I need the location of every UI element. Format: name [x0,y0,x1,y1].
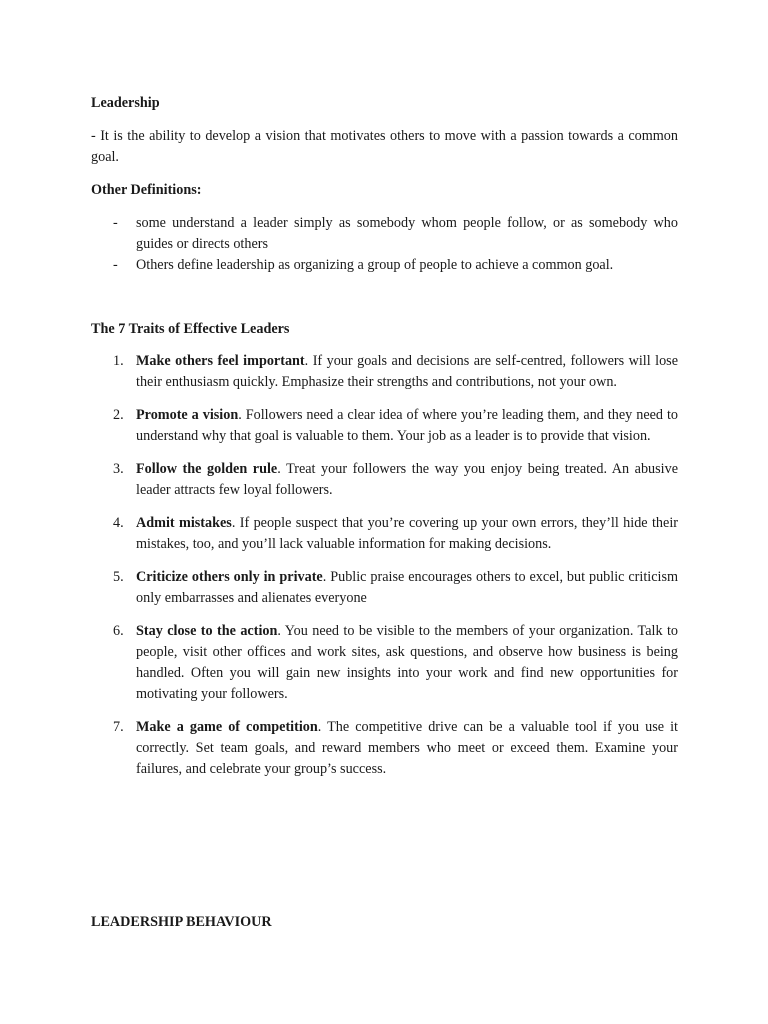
other-definitions-heading: Other Definitions: [91,182,202,198]
trait-item [91,717,678,779]
trait-text: . The competitive drive can be a valuable tool if you use it correctly. Set team goals, and reward members who meet or exceed them. Examine your failures, and celebrate your group’s success. [136,719,678,777]
other-definitions-list [91,213,678,275]
trait-number: 7. [113,719,124,736]
trait-text: . Public praise encourages others to excel, but public criticism only embarrasses and alienates everyone [136,569,679,607]
leadership-definition: - It is the ability to develop a vision that motivates others to move with a passion towards a common goal. [91,128,678,165]
trait-title: Make a game of competition [136,719,318,736]
trait-number: 3. [113,461,124,478]
trait-title: Make others feel important [136,353,305,369]
trait-item [91,459,678,501]
list-item-text: Others define leadership as organizing a group of people to achieve a common goal. [136,256,614,273]
trait-text: . You need to be visible to the members of your organization. Talk to people, visit other offices and work sites, ask questions, and observe how business is being handled. Often you will gain new insights into your work and find new opportunities for motivating your followers. [136,623,678,702]
dash-bullet: - [113,215,118,231]
trait-number: 1. [113,353,124,369]
trait-item [91,405,678,447]
trait-item [91,513,678,555]
trait-title: Criticize others only in private [136,569,323,586]
list-item [91,255,678,276]
trait-text: . If your goals and decisions are self-centred, followers will lose their enthusiasm quickly. Emphasize their strengths and contributions, not your own. [136,353,678,390]
trait-number: 2. [113,407,124,424]
document-title: Leadership [91,95,160,111]
traits-heading: The 7 Traits of Effective Leaders [91,321,290,337]
trait-text: . Treat your followers the way you enjoy being treated. An abusive leader attracts few loyal followers. [136,461,679,498]
list-item-text: some understand a leader simply as somebody whom people follow, or as somebody who guides or directs others [136,215,678,252]
trait-number: 6. [113,623,124,640]
trait-number: 4. [113,515,124,532]
trait-text: . If people suspect that you’re covering up your own errors, they’ll hide their mistakes, too, and you’ll lack valuable information for making decisions. [136,515,678,553]
trait-item [91,567,678,609]
trait-item [91,621,678,704]
trait-item [91,351,678,393]
dash-bullet: - [113,256,118,273]
trait-number: 5. [113,569,124,586]
trait-title: Admit mistakes [136,515,232,532]
leadership-behaviour-heading: LEADERSHIP BEHAVIOUR [91,914,272,930]
trait-title: Stay close to the action [136,623,278,640]
trait-title: Follow the golden rule [136,461,278,478]
trait-text: . Followers need a clear idea of where you’re leading them, and they need to understand why that goal is valuable to them. Your job as a leader is to provide that vision. [136,407,678,444]
trait-title: Promote a vision [136,407,239,424]
list-item [91,213,678,255]
traits-list [91,351,678,792]
